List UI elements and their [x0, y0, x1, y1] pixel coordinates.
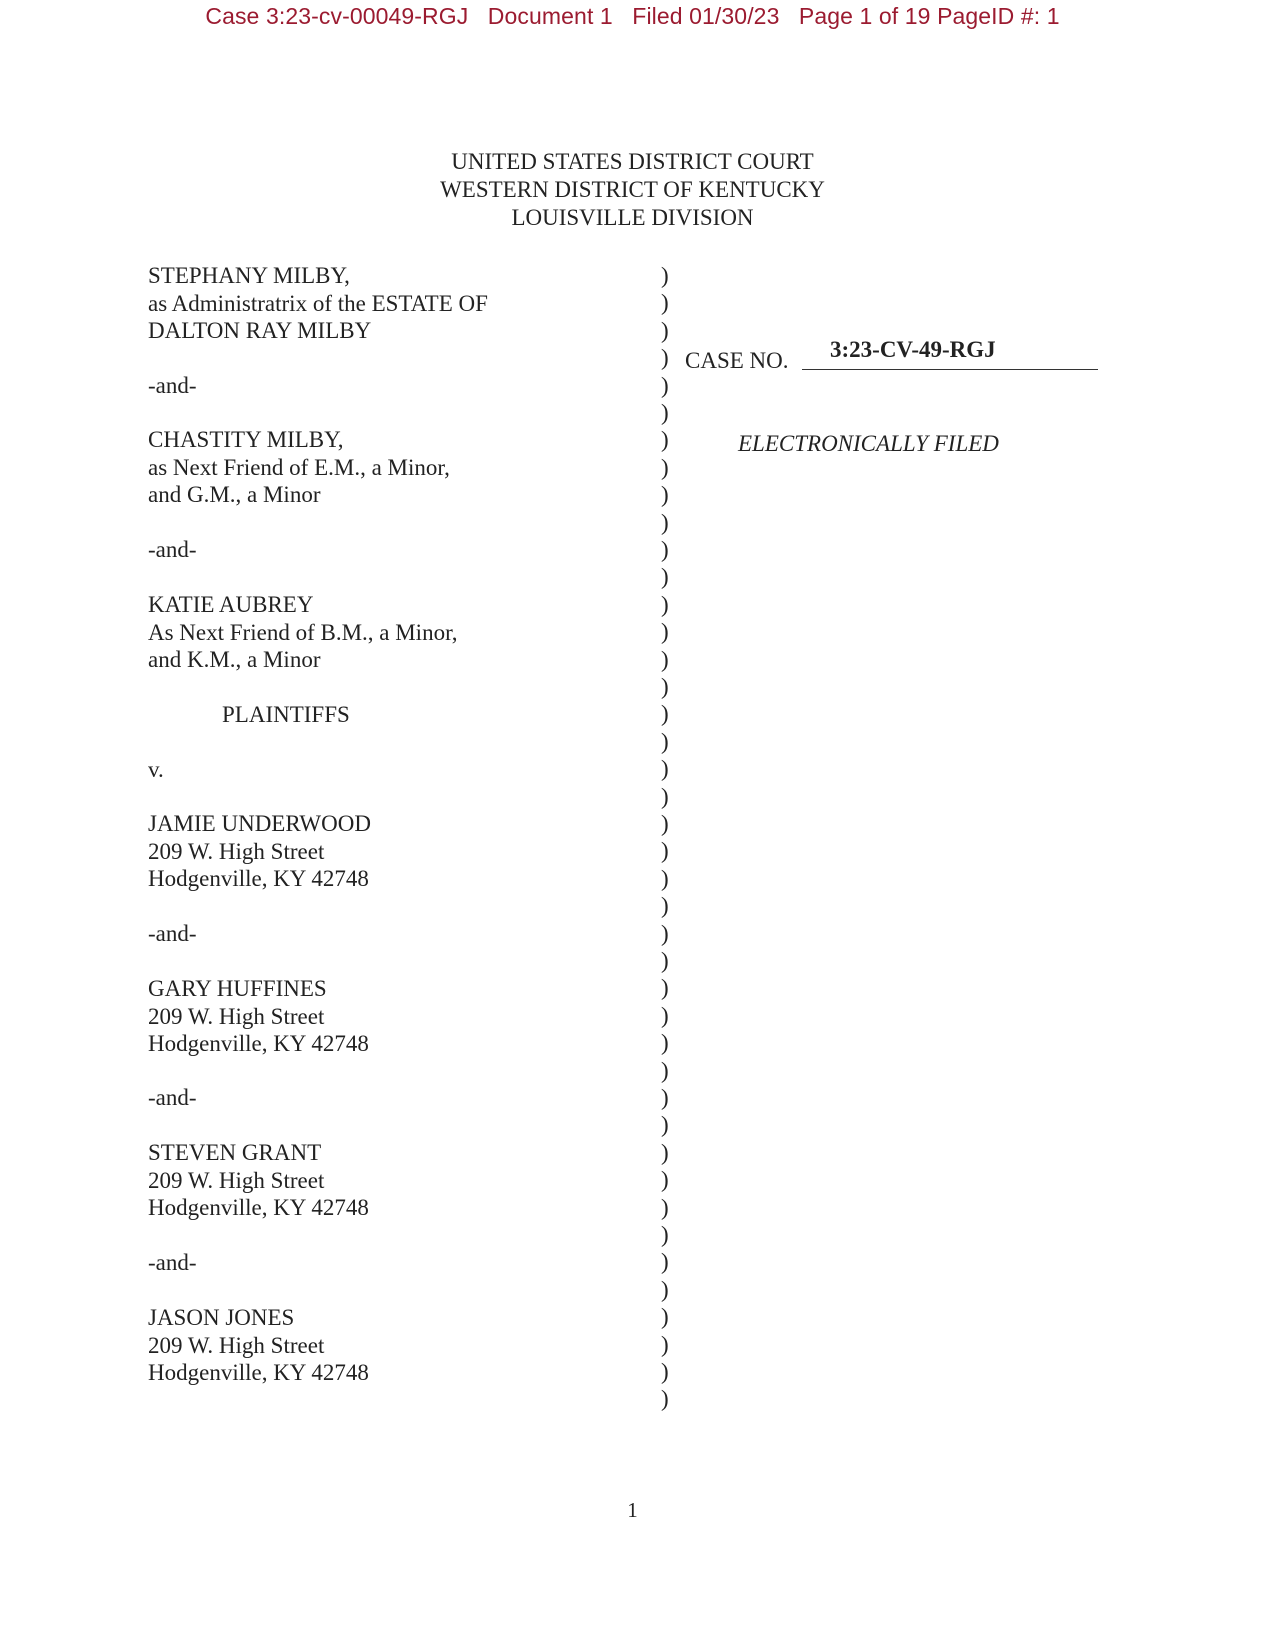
plaintiff-name: CHASTITY MILBY,	[148, 427, 344, 452]
and-separator: -and-	[148, 537, 197, 562]
caption-paren: )	[661, 783, 669, 809]
caption-paren: )	[661, 893, 669, 919]
and-separator: -and-	[148, 921, 197, 946]
caption-paren: )	[661, 454, 669, 480]
defendant-name: GARY HUFFINES	[148, 976, 327, 1001]
court-district: WESTERN DISTRICT OF KENTUCKY	[440, 177, 825, 202]
caption-paren: )	[661, 564, 669, 590]
defendant-city: Hodgenville, KY 42748	[148, 866, 369, 891]
caption-paren: )	[661, 1222, 669, 1247]
and-separator: -and-	[148, 1085, 197, 1110]
case-number-underline	[802, 369, 1098, 370]
case-number-label: CASE NO.	[685, 348, 789, 373]
defendant-street: 209 W. High Street	[148, 1333, 325, 1358]
caption-paren: )	[661, 263, 669, 288]
caption-paren: )	[661, 591, 669, 617]
caption-paren: )	[661, 1386, 669, 1412]
plaintiff-capacity: DALTON RAY MILBY	[148, 318, 372, 343]
plaintiff-capacity: As Next Friend of B.M., a Minor,	[148, 620, 458, 645]
court-heading	[0, 148, 1265, 232]
plaintiffs-label: PLAINTIFFS	[222, 702, 350, 727]
caption-paren: )	[661, 1167, 669, 1193]
plaintiff-name: KATIE AUBREY	[148, 592, 314, 617]
defendant-name: JASON JONES	[148, 1305, 295, 1330]
caption-paren: )	[661, 1331, 669, 1357]
and-separator: -and-	[148, 373, 197, 398]
plaintiff-capacity: as Administratrix of the ESTATE OF	[148, 291, 488, 316]
court-name: UNITED STATES DISTRICT COURT	[451, 149, 814, 174]
caption-paren: )	[661, 482, 669, 508]
caption-paren: )	[661, 1276, 669, 1302]
case-header-stamp: Case 3:23-cv-00049-RGJ Document 1 Filed 01/30/23 Page 1 of 19 PageID #: 1	[205, 3, 1060, 29]
caption-paren: )	[661, 345, 669, 371]
caption-paren: )	[661, 619, 669, 645]
caption-paren: )	[661, 537, 669, 562]
defendant-name: STEVEN GRANT	[148, 1140, 322, 1165]
caption-paren: )	[661, 701, 669, 727]
caption-paren: )	[661, 811, 669, 836]
defendant-name: JAMIE UNDERWOOD	[148, 811, 371, 836]
caption-paren: )	[661, 646, 669, 672]
defendant-street: 209 W. High Street	[148, 839, 325, 864]
plaintiff-capacity: and G.M., a Minor	[148, 482, 321, 507]
caption-paren: )	[661, 1085, 669, 1110]
caption-paren: )	[661, 1249, 669, 1275]
caption-paren: )	[661, 1112, 669, 1138]
caption-paren: )	[661, 1304, 669, 1330]
defendant-city: Hodgenville, KY 42748	[148, 1031, 369, 1056]
caption-paren: )	[661, 1057, 669, 1083]
defendant-city: Hodgenville, KY 42748	[148, 1195, 369, 1220]
page-number: 1	[627, 1498, 638, 1522]
defendant-street: 209 W. High Street	[148, 1168, 325, 1193]
caption-paren: )	[661, 1139, 669, 1165]
caption-paren: )	[661, 372, 669, 398]
versus: v.	[148, 757, 164, 782]
caption-paren: )	[661, 728, 669, 754]
caption-paren: )	[661, 290, 669, 316]
caption-paren: )	[661, 865, 669, 891]
defendant-city: Hodgenville, KY 42748	[148, 1360, 369, 1385]
case-number-value: 3:23-CV-49-RGJ	[830, 337, 996, 362]
defendant-street: 209 W. High Street	[148, 1004, 325, 1029]
caption-paren: )	[661, 1002, 669, 1028]
plaintiff-capacity: as Next Friend of E.M., a Minor,	[148, 455, 450, 480]
caption-paren: )	[661, 920, 669, 946]
caption-paren: )	[661, 1359, 669, 1384]
caption-paren: )	[661, 838, 669, 864]
plaintiff-name: STEPHANY MILBY,	[148, 263, 350, 288]
court-division: LOUISVILLE DIVISION	[511, 205, 754, 230]
caption-paren: )	[661, 674, 669, 699]
and-separator: -and-	[148, 1250, 197, 1275]
caption-paren: )	[661, 509, 669, 535]
caption-paren: )	[661, 1030, 669, 1056]
caption-paren: )	[661, 427, 669, 453]
caption-paren: )	[661, 948, 669, 973]
caption-paren: )	[661, 756, 669, 782]
electronically-filed-note: ELECTRONICALLY FILED	[738, 431, 999, 456]
caption-paren: )	[661, 975, 669, 1001]
caption-paren: )	[661, 317, 669, 343]
caption-paren: )	[661, 400, 669, 425]
caption-paren: )	[661, 1194, 669, 1220]
plaintiff-capacity: and K.M., a Minor	[148, 647, 321, 672]
